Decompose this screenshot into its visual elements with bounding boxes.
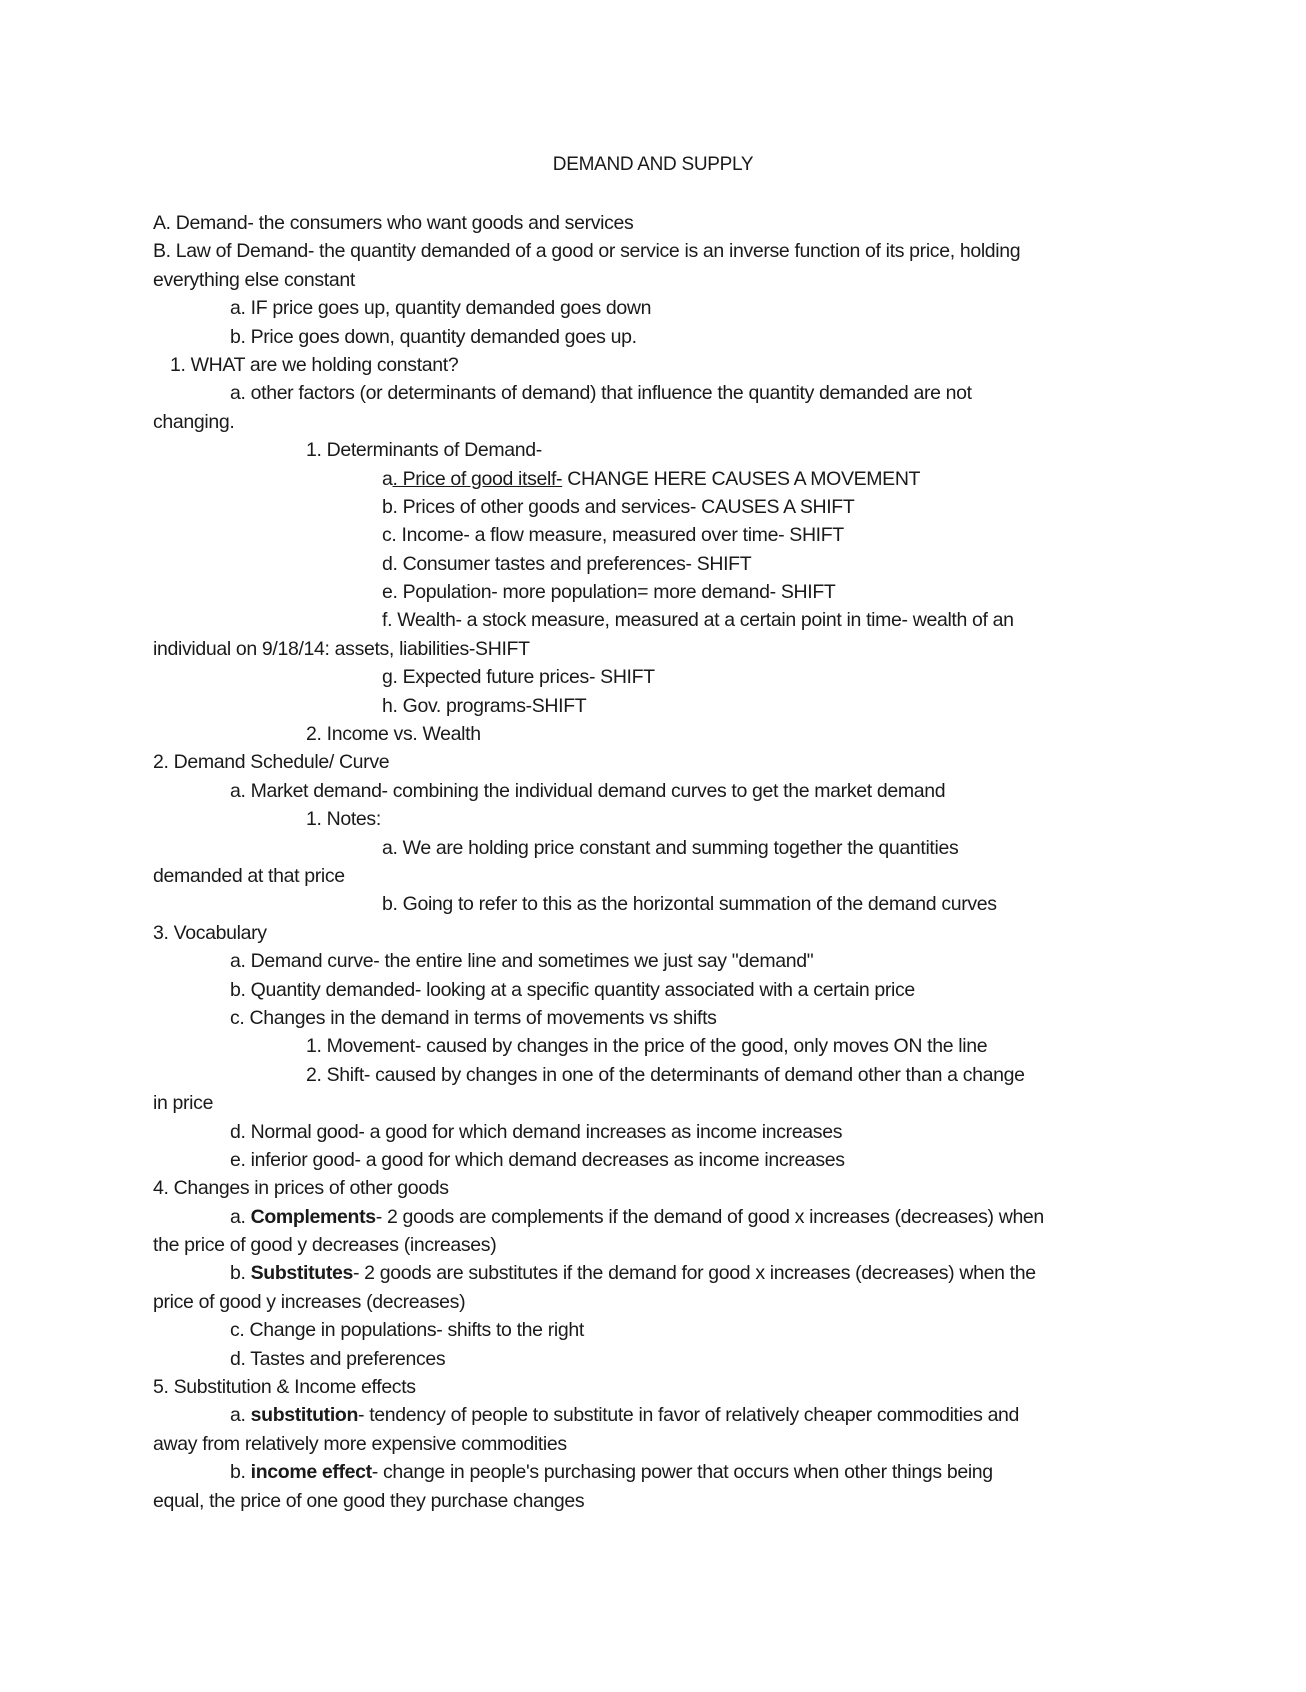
text-line: a. Demand curve- the entire line and sometimes we just say "demand" — [230, 950, 814, 973]
text-line: A. Demand- the consumers who want goods and services — [153, 212, 634, 234]
text-line: equal, the price of one good they purchase changes — [153, 1489, 585, 1512]
text-line: c. Change in populations- shifts to the right — [230, 1319, 584, 1342]
text-line: 1. WHAT are we holding constant? — [170, 353, 459, 376]
text-line: d. Normal good- a good for which demand increases as income increases — [230, 1120, 843, 1143]
text-line: in price — [153, 1092, 214, 1115]
text-line: d. Tastes and preferences — [230, 1347, 446, 1370]
text-line: e. inferior good- a good for which demand decreases as income increases — [230, 1148, 845, 1171]
text-run: a — [382, 467, 393, 490]
text-line: b. Quantity demanded- looking at a specific quantity associated with a certain price — [230, 978, 915, 1001]
text-line: b. Going to refer to this as the horizontal summation of the demand curves — [382, 893, 997, 916]
text-line: 1. Movement- caused by changes in the price of the good, only moves ON the line — [306, 1035, 988, 1058]
document-body — [153, 209, 1153, 1515]
text-run: a. — [230, 1404, 251, 1427]
text-line: 2. Income vs. Wealth — [306, 723, 481, 746]
text-line: c. Changes in the demand in terms of movements vs shifts — [230, 1006, 717, 1029]
bold-term: Complements — [250, 1205, 376, 1228]
text-line: a. We are holding price constant and summing together the quantities — [382, 836, 959, 859]
text-line — [153, 1259, 1153, 1287]
text-line: 2. Demand Schedule/ Curve — [153, 751, 390, 774]
text-line: d. Consumer tastes and preferences- SHIFT — [382, 552, 752, 575]
document-title: DEMAND AND SUPPLY — [552, 154, 754, 175]
text-line: b. Price goes down, quantity demanded goes up. — [230, 325, 637, 348]
text-line: g. Expected future prices- SHIFT — [382, 666, 655, 689]
text-line: h. Gov. programs-SHIFT — [382, 694, 587, 717]
text-line — [153, 465, 1153, 493]
text-line — [153, 1203, 1153, 1231]
text-line: f. Wealth- a stock measure, measured at a certain point in time- wealth of an — [382, 609, 1014, 632]
text-line: 1. Notes: — [306, 808, 381, 831]
text-line: b. Prices of other goods and services- CAUSES A SHIFT — [382, 495, 855, 518]
text-run: - 2 goods are complements if the demand of good x increases (decreases) when — [375, 1205, 1044, 1228]
text-run: b. — [230, 1262, 251, 1285]
bold-term: income effect — [250, 1461, 372, 1484]
text-run: CHANGE HERE CAUSES A MOVEMENT — [562, 467, 921, 490]
bold-term: substitution — [250, 1404, 359, 1427]
text-line: the price of good y decreases (increases) — [153, 1234, 497, 1257]
text-line: a. other factors (or determinants of demand) that influence the quantity demanded are not — [230, 382, 972, 405]
text-line: B. Law of Demand- the quantity demanded of a good or service is an inverse function of its price, holding — [153, 240, 1021, 263]
text-line: c. Income- a flow measure, measured over time- SHIFT — [382, 524, 844, 547]
bold-term: Substitutes — [250, 1262, 353, 1285]
text-line: everything else constant — [153, 268, 355, 291]
text-line: a. Market demand- combining the individual demand curves to get the market demand — [230, 779, 946, 802]
text-line — [153, 1401, 1153, 1429]
text-line: changing. — [153, 410, 235, 433]
text-line: 1. Determinants of Demand- — [306, 439, 542, 462]
text-line: 5. Substitution & Income effects — [153, 1376, 416, 1399]
text-line: price of good y increases (decreases) — [153, 1290, 466, 1313]
text-run: - 2 goods are substitutes if the demand for good x increases (decreases) when the — [352, 1262, 1036, 1285]
text-line: a. IF price goes up, quantity demanded goes down — [230, 297, 652, 320]
text-run: b. — [230, 1461, 251, 1484]
text-line: demanded at that price — [153, 864, 345, 887]
underlined-text: . Price of good itself- — [392, 467, 563, 490]
text-line: 4. Changes in prices of other goods — [153, 1177, 449, 1200]
text-line — [153, 1458, 1153, 1486]
text-run: a. — [230, 1205, 251, 1228]
text-line: 2. Shift- caused by changes in one of the determinants of demand other than a change — [306, 1063, 1025, 1086]
text-run: - change in people's purchasing power that occurs when other things being — [371, 1461, 993, 1484]
text-line: 3. Vocabulary — [153, 921, 267, 944]
text-line: individual on 9/18/14: assets, liabilities-SHIFT — [153, 637, 530, 660]
text-run: - tendency of people to substitute in favor of relatively cheaper commodities and — [358, 1404, 1020, 1427]
text-line: away from relatively more expensive commodities — [153, 1432, 567, 1455]
text-line: e. Population- more population= more demand- SHIFT — [382, 581, 836, 604]
